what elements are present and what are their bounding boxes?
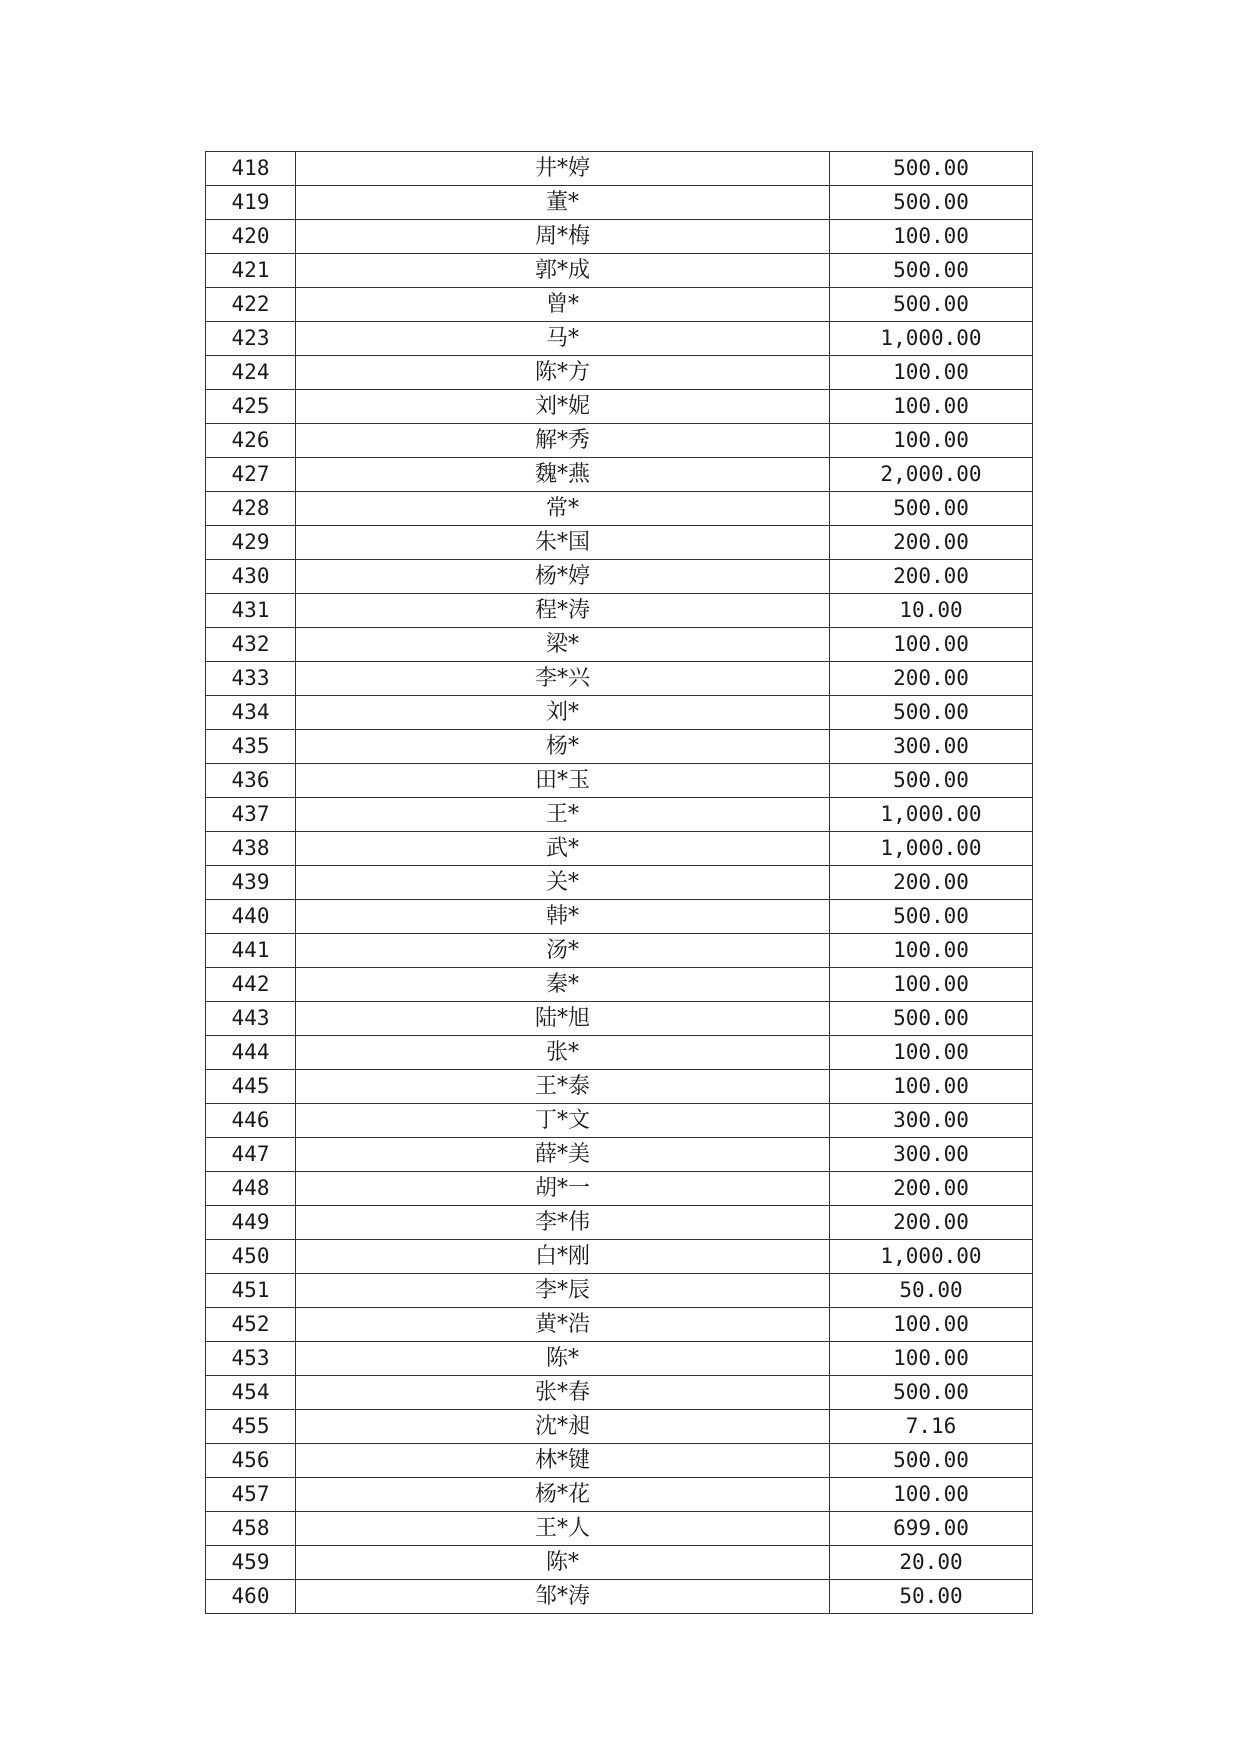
amount-cell: 500.00 [830,1002,1033,1036]
table-row [206,1580,1033,1614]
row-number-cell: 441 [206,934,296,968]
table-row [206,1002,1033,1036]
row-number-cell: 432 [206,628,296,662]
amount-cell: 500.00 [830,288,1033,322]
row-number-cell: 418 [206,152,296,186]
amount-cell: 500.00 [830,492,1033,526]
row-number-cell: 429 [206,526,296,560]
row-number-cell: 448 [206,1172,296,1206]
amount-cell: 10.00 [830,594,1033,628]
amount-cell: 1,000.00 [830,798,1033,832]
amount-cell: 200.00 [830,866,1033,900]
row-number-cell: 454 [206,1376,296,1410]
amount-cell: 699.00 [830,1512,1033,1546]
donor-name-cell: 王* [296,798,830,832]
amount-cell: 100.00 [830,356,1033,390]
table-row [206,798,1033,832]
donor-name-cell: 陈* [296,1546,830,1580]
row-number-cell: 446 [206,1104,296,1138]
row-number-cell: 443 [206,1002,296,1036]
donor-name-cell: 刘* [296,696,830,730]
row-number-cell: 442 [206,968,296,1002]
amount-cell: 100.00 [830,934,1033,968]
amount-cell: 100.00 [830,1036,1033,1070]
row-number-cell: 451 [206,1274,296,1308]
row-number-cell: 458 [206,1512,296,1546]
amount-cell: 500.00 [830,1376,1033,1410]
donor-name-cell: 魏*燕 [296,458,830,492]
donor-name-cell: 杨*婷 [296,560,830,594]
donor-name-cell: 杨*花 [296,1478,830,1512]
row-number-cell: 434 [206,696,296,730]
amount-cell: 200.00 [830,1206,1033,1240]
row-number-cell: 440 [206,900,296,934]
row-number-cell: 460 [206,1580,296,1614]
donor-name-cell: 郭*成 [296,254,830,288]
donor-name-cell: 李*兴 [296,662,830,696]
donor-name-cell: 秦* [296,968,830,1002]
table-row [206,1478,1033,1512]
amount-cell: 500.00 [830,152,1033,186]
donor-name-cell: 周*梅 [296,220,830,254]
table-row [206,1308,1033,1342]
donor-name-cell: 常* [296,492,830,526]
row-number-cell: 439 [206,866,296,900]
donor-name-cell: 陈*方 [296,356,830,390]
donor-name-cell: 张* [296,1036,830,1070]
amount-cell: 100.00 [830,220,1033,254]
donor-name-cell: 丁*文 [296,1104,830,1138]
table-row [206,764,1033,798]
amount-cell: 1,000.00 [830,832,1033,866]
amount-cell: 500.00 [830,764,1033,798]
table-row [206,662,1033,696]
amount-cell: 200.00 [830,662,1033,696]
table-row [206,322,1033,356]
table-row [206,730,1033,764]
amount-cell: 50.00 [830,1580,1033,1614]
amount-cell: 20.00 [830,1546,1033,1580]
donor-name-cell: 胡*一 [296,1172,830,1206]
row-number-cell: 452 [206,1308,296,1342]
table-row [206,1546,1033,1580]
amount-cell: 500.00 [830,186,1033,220]
row-number-cell: 428 [206,492,296,526]
donor-name-cell: 梁* [296,628,830,662]
table-row [206,696,1033,730]
table-row [206,1206,1033,1240]
row-number-cell: 424 [206,356,296,390]
donor-name-cell: 林*键 [296,1444,830,1478]
table-row [206,1240,1033,1274]
table-row [206,1138,1033,1172]
table-row [206,866,1033,900]
table-row [206,390,1033,424]
table-row [206,1410,1033,1444]
donor-name-cell: 薛*美 [296,1138,830,1172]
donor-name-cell: 曾* [296,288,830,322]
table-row [206,594,1033,628]
donor-name-cell: 马* [296,322,830,356]
amount-cell: 2,000.00 [830,458,1033,492]
amount-cell: 300.00 [830,1138,1033,1172]
row-number-cell: 455 [206,1410,296,1444]
amount-cell: 100.00 [830,968,1033,1002]
donor-name-cell: 解*秀 [296,424,830,458]
donor-name-cell: 黄*浩 [296,1308,830,1342]
table-row [206,492,1033,526]
row-number-cell: 423 [206,322,296,356]
donor-name-cell: 邹*涛 [296,1580,830,1614]
table-row [206,1104,1033,1138]
donor-name-cell: 张*春 [296,1376,830,1410]
amount-cell: 500.00 [830,900,1033,934]
table-row [206,1172,1033,1206]
amount-cell: 100.00 [830,1308,1033,1342]
table-row [206,900,1033,934]
row-number-cell: 449 [206,1206,296,1240]
donation-table-body [206,152,1033,1614]
donor-name-cell: 韩* [296,900,830,934]
row-number-cell: 453 [206,1342,296,1376]
donor-name-cell: 董* [296,186,830,220]
donor-name-cell: 陈* [296,1342,830,1376]
donor-name-cell: 杨* [296,730,830,764]
row-number-cell: 450 [206,1240,296,1274]
row-number-cell: 427 [206,458,296,492]
row-number-cell: 459 [206,1546,296,1580]
table-row [206,968,1033,1002]
table-row [206,526,1033,560]
row-number-cell: 420 [206,220,296,254]
row-number-cell: 457 [206,1478,296,1512]
row-number-cell: 445 [206,1070,296,1104]
donor-name-cell: 沈*昶 [296,1410,830,1444]
amount-cell: 500.00 [830,254,1033,288]
row-number-cell: 421 [206,254,296,288]
row-number-cell: 419 [206,186,296,220]
donor-name-cell: 王*人 [296,1512,830,1546]
row-number-cell: 422 [206,288,296,322]
row-number-cell: 444 [206,1036,296,1070]
row-number-cell: 456 [206,1444,296,1478]
row-number-cell: 435 [206,730,296,764]
amount-cell: 1,000.00 [830,322,1033,356]
amount-cell: 100.00 [830,628,1033,662]
table-row [206,628,1033,662]
donor-name-cell: 关* [296,866,830,900]
table-row [206,560,1033,594]
row-number-cell: 437 [206,798,296,832]
amount-cell: 1,000.00 [830,1240,1033,1274]
table-row [206,832,1033,866]
amount-cell: 100.00 [830,1342,1033,1376]
table-row [206,1274,1033,1308]
row-number-cell: 438 [206,832,296,866]
amount-cell: 100.00 [830,1478,1033,1512]
donor-name-cell: 白*刚 [296,1240,830,1274]
row-number-cell: 447 [206,1138,296,1172]
donor-name-cell: 王*泰 [296,1070,830,1104]
amount-cell: 7.16 [830,1410,1033,1444]
table-row [206,1036,1033,1070]
row-number-cell: 433 [206,662,296,696]
donor-name-cell: 李*伟 [296,1206,830,1240]
table-row [206,288,1033,322]
donor-name-cell: 朱*国 [296,526,830,560]
row-number-cell: 426 [206,424,296,458]
donor-name-cell: 程*涛 [296,594,830,628]
table-row [206,356,1033,390]
table-row [206,1070,1033,1104]
donor-name-cell: 田*玉 [296,764,830,798]
table-row [206,220,1033,254]
amount-cell: 300.00 [830,730,1033,764]
table-row [206,186,1033,220]
amount-cell: 200.00 [830,560,1033,594]
table-row [206,254,1033,288]
amount-cell: 300.00 [830,1104,1033,1138]
amount-cell: 200.00 [830,526,1033,560]
amount-cell: 200.00 [830,1172,1033,1206]
donor-name-cell: 汤* [296,934,830,968]
donation-table [205,151,1033,1614]
amount-cell: 500.00 [830,1444,1033,1478]
table-row [206,152,1033,186]
amount-cell: 50.00 [830,1274,1033,1308]
table-row [206,934,1033,968]
table-row [206,1376,1033,1410]
table-row [206,1512,1033,1546]
row-number-cell: 436 [206,764,296,798]
table-row [206,1444,1033,1478]
amount-cell: 100.00 [830,1070,1033,1104]
row-number-cell: 430 [206,560,296,594]
row-number-cell: 431 [206,594,296,628]
amount-cell: 500.00 [830,696,1033,730]
donor-name-cell: 井*婷 [296,152,830,186]
row-number-cell: 425 [206,390,296,424]
donor-name-cell: 李*辰 [296,1274,830,1308]
amount-cell: 100.00 [830,390,1033,424]
table-row [206,424,1033,458]
donor-name-cell: 刘*妮 [296,390,830,424]
donor-name-cell: 陆*旭 [296,1002,830,1036]
table-row [206,1342,1033,1376]
donor-name-cell: 武* [296,832,830,866]
table-row [206,458,1033,492]
amount-cell: 100.00 [830,424,1033,458]
